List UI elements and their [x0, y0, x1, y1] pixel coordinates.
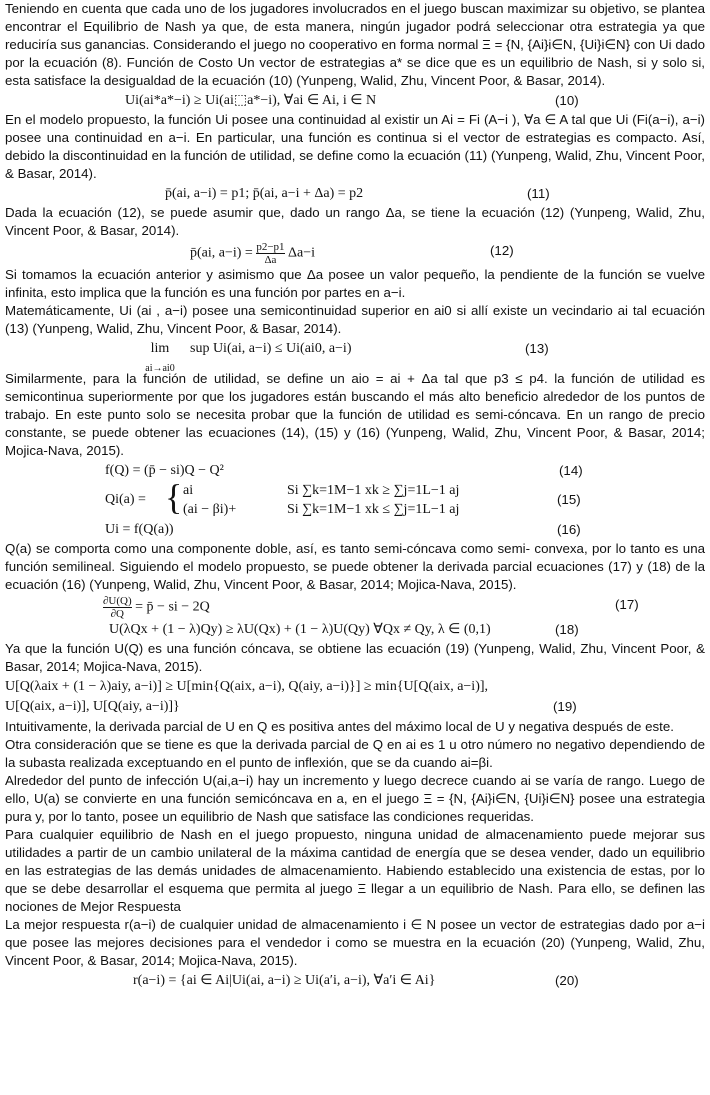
equation-19-number: (19)	[553, 699, 577, 714]
equation-12-denominator: Δa	[264, 254, 277, 266]
equation-12-number: (12)	[490, 243, 514, 258]
equation-11	[5, 184, 705, 203]
equation-13-lim-subscript: ai→ai0	[145, 363, 175, 374]
equation-15	[5, 477, 705, 519]
paragraph-utility-definition: Similarmente, para la función de utilidad, se define un aio = ai + Δa tal que p3 ≤ p4. la función de utilidad es semicontinua superiormente por que los jugadores están buscando el más alto beneficio alrededor de los puntos de trabajo. En este punto solo se necesita probar que la función de utilidad es semi-cóncava. En un rango de precio constante, se puede obtener las ecuaciones (14), (15) y (16) (Yunpeng, Walid, Zhu, Vincent Poor, & Basar, 2014; Mojica-Nava, 2015).	[5, 371, 705, 458]
equation-12-numerator: p2−p1	[256, 241, 285, 253]
equation-12-fraction	[256, 241, 284, 266]
paragraph-derivative: Otra consideración que se tiene es que la derivada parcial de Q en ai es 1 u otro número no negativo dependiendo de la subasta realizada exceptuando en el punto de inflexión, que se da cuando ai=βi.	[5, 737, 705, 770]
paragraph-concave: Ya que la función U(Q) es una función cóncava, se obtiene las ecuación (19) (Yunpeng, Walid, Zhu, Vincent Poor, & Basar, 2014; Mojica-Nava, 2015).	[5, 641, 705, 674]
equation-13-body: sup Ui(ai, a−i) ≤ Ui(ai0, a−i)	[190, 341, 352, 356]
equation-16	[5, 520, 705, 539]
equation-11-expr: p̄(ai, a−i) = p1; p̄(ai, a−i + Δa) = p2	[165, 186, 364, 201]
equation-12-rhs: Δa−i	[288, 245, 316, 261]
equation-16-expr: Ui = f(Q(a))	[105, 522, 174, 537]
equation-10-expr: Ui(ai*a*−i) ≥ Ui(ai⬚a*−i), ∀ai ∈ Ai, i ∈ N	[125, 93, 377, 108]
equation-17	[5, 595, 705, 619]
equation-15-case1-condition: Si ∑k=1M−1 xk ≥ ∑j=1L−1 aj	[287, 483, 460, 498]
equation-15-brace: {	[165, 477, 183, 517]
equation-14	[5, 461, 705, 480]
paragraph-semilinear: Q(a) se comporta como una componente doble, así, es tanto semi-cóncava como semi- convexa, por lo tanto es una función semilineal. Siguiendo el modelo propuesto, se puede obtener la derivada parcial ecuaciones (17) y (18) de la ecuación (16) (Yunpeng, Walid, Zhu, Vincent Poor, & Basar, 2014; Mojica-Nava, 2015).	[5, 541, 705, 592]
equation-20	[5, 971, 705, 990]
paragraph-semicontinuity: Matemáticamente, Ui (ai , a−i) posee una semicontinuidad superior en ai0 si allí existe un vecindario ai tal ecuación (13) (Yunpeng, Walid, Zhu, Vincent Poor, & Basar, 2014).	[5, 303, 705, 336]
paragraph-best-response: La mejor respuesta r(a−i) de cualquier unidad de almacenamiento i ∈ N posee un vector de estrategias dado por a−i que posee las mejores decisiones para el vendedor i como se muestra en la ecuación (20) (Yunpeng, Walid, Zhu, Vincent Poor, & Basar, 2014; Mojica-Nava, 2015).	[5, 917, 705, 968]
equation-11-number: (11)	[527, 186, 550, 201]
equation-17-fraction	[103, 595, 132, 620]
paragraph-intuition: Intuitivamente, la derivada parcial de U en Q es positiva antes del máximo local de U y negativa después de este.	[5, 719, 674, 734]
equation-15-lhs: Qi(a) =	[105, 492, 146, 507]
paragraph-slope: Si tomamos la ecuación anterior y asimismo que Δa posee un valor pequeño, la pendiente de la función se vuelve infinita, esto implica que la función es una función por partes en a−i.	[5, 267, 705, 300]
paragraph-range: Dada la ecuación (12), se puede asumir que, dado un rango Δa, se tiene la ecuación (12) (Yunpeng, Walid, Zhu, Vincent Poor, & Basar, 2014).	[5, 205, 705, 238]
equation-19-line2: U[Q(aix, a−i)], U[Q(aiy, a−i)]}	[5, 699, 180, 714]
equation-15-case1: ai	[183, 483, 194, 498]
equation-15-case2: (ai − βi)+	[183, 502, 237, 517]
equation-12	[5, 241, 705, 265]
equation-18	[5, 620, 705, 639]
paragraph-inflection: Alrededor del punto de infección U(ai,a−i) hay un incremento y luego decrece cuando ai se varía de rango. Luego de ello, U(a) se convierte en una función semicóncava en a, en el juego Ξ = {N, {Ai}i∈N, {Ui}i∈N} posee una estrategia pura y, por lo tanto, posee un equilibrio de Nash que satisface las condiciones requeridas.	[5, 773, 705, 824]
paragraph-equilibrium: Para cualquier equilibrio de Nash en el juego propuesto, ninguna unidad de almacenamiento puede mejorar sus utilidades a partir de un cambio unilateral de la máxima cantidad de energía que se desea vender, dado un equilibrio en las estrategias de las demás unidades de almacenamiento. Habiendo establecido una existencia de estas, por lo que se debe desarrollar el esquema que permita al juego Ξ llegar a un equilibrio de Nash. Para ello, se definen las nociones de Mejor Respuesta	[5, 827, 705, 914]
equation-17-expr	[103, 595, 210, 620]
equation-16-number: (16)	[557, 522, 581, 537]
equation-13-lim	[135, 339, 185, 377]
equation-10	[5, 91, 705, 110]
equation-15-case2-condition: Si ∑k=1M−1 xk ≤ ∑j=1L−1 aj	[287, 502, 460, 517]
equation-19-line1: U[Q(λaix + (1 − λ)aiy, a−i)] ≥ U[min{Q(aix, a−i), Q(aiy, a−i)}] ≥ min{U[Q(aix, a−i)],	[5, 679, 489, 694]
equation-18-number: (18)	[555, 622, 579, 637]
equation-10-number: (10)	[555, 93, 579, 108]
equation-17-denominator: ∂Q	[110, 608, 125, 620]
equation-17-numerator: ∂U(Q)	[103, 595, 132, 607]
equation-15-number: (15)	[557, 492, 581, 507]
paragraph-nash-intro: Teniendo en cuenta que cada uno de los jugadores involucrados en el juego buscan maximizar su objetivo, se plantea encontrar el Equilibrio de Nash ya que, de esta manera, ningún jugador podrá seleccionar otra estrategia ya que reduciría sus ganancias. Considerando el juego no cooperativo en forma normal Ξ = {N, {Ai}i∈N, {Ui}i∈N} con Ui dado por la ecuación (8). Función de Costo Un vector de estrategias a* se dice que es un equilibrio de Nash, si y solo si, esta satisface la desigualdad de la ecuación (10) (Yunpeng, Walid, Zhu, Vincent Poor, & Basar, 2014).	[5, 1, 705, 88]
equation-14-number: (14)	[559, 463, 583, 478]
equation-14-expr: f(Q) = (p̄ − si)Q − Q²	[105, 463, 224, 478]
equation-20-number: (20)	[555, 973, 579, 988]
equation-18-expr: U(λQx + (1 − λ)Qy) ≥ λU(Qx) + (1 − λ)U(Qy) ∀Qx ≠ Qy, λ ∈ (0,1)	[109, 622, 491, 637]
equation-13-number: (13)	[525, 341, 549, 356]
equation-19	[5, 677, 705, 717]
equation-20-expr: r(a−i) = {ai ∈ Ai|Ui(ai, a−i) ≥ Ui(a′i, a−i), ∀a′i ∈ Ai}	[133, 973, 436, 988]
equation-17-rhs: = p̄ − si − 2Q	[135, 599, 210, 615]
equation-12-lhs: p̄(ai, a−i) =	[190, 245, 253, 261]
equation-13	[5, 339, 705, 374]
equation-12-expr	[190, 241, 315, 266]
equation-17-number: (17)	[615, 597, 639, 612]
equation-13-lim-word: lim	[150, 341, 170, 356]
paragraph-continuity: En el modelo propuesto, la función Ui posee una continuidad al existir un Ai = Fi (A−i ), ∀a ∈ A tal que Ui (Fi(a−i), a−i) posee una continuidad en a−i. En particular, una función es continua si el vector de estrategias es compacto. Así, debido la discontinuidad en la función de utilidad, se define como la ecuación (11) (Yunpeng, Walid, Zhu, Vincent Poor, & Basar, 2014).	[5, 112, 705, 181]
